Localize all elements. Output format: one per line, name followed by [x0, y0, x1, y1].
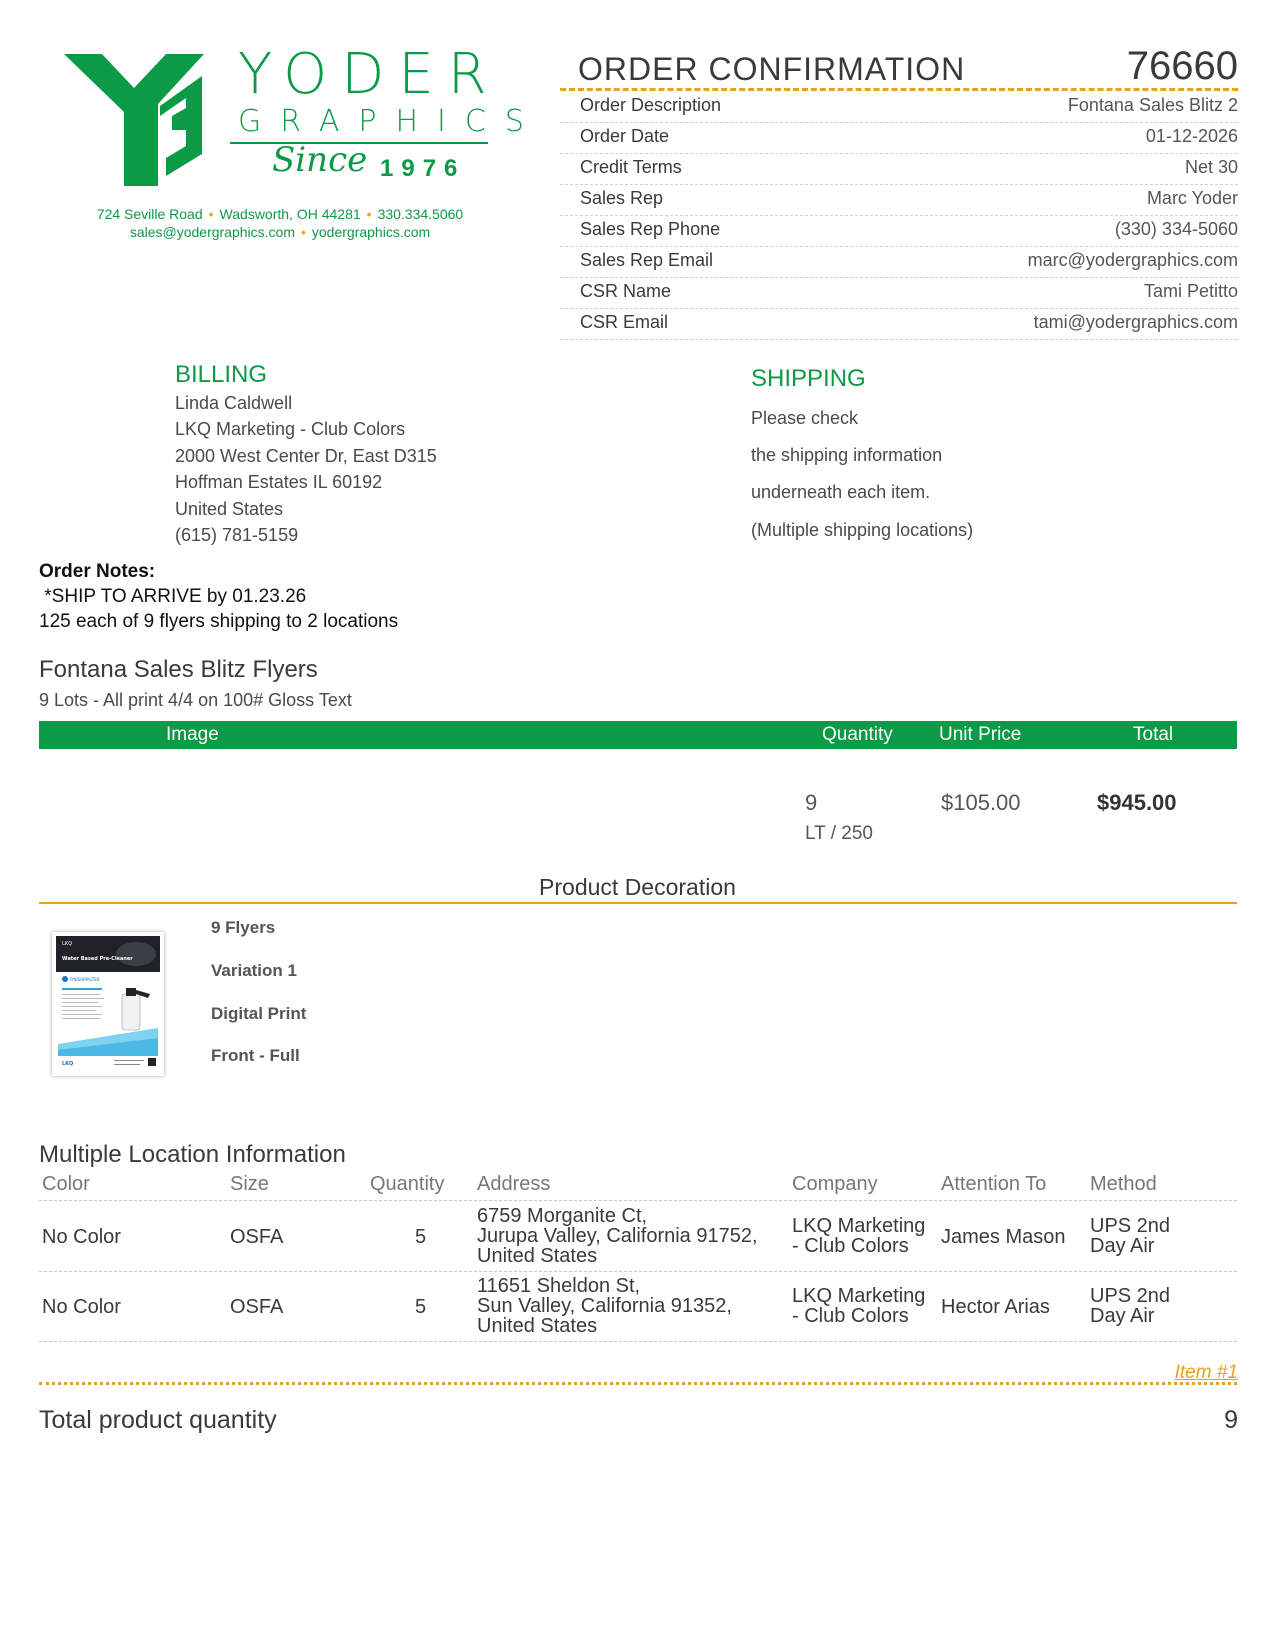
col-header-address: Address — [477, 1173, 551, 1195]
location-attention: James Mason — [941, 1226, 1066, 1248]
multiple-location-title: Multiple Location Information — [39, 1141, 346, 1168]
info-value[interactable]: tami@yodergraphics.com — [1033, 312, 1238, 332]
product-decoration-title: Product Decoration — [539, 874, 736, 900]
location-method-line: UPS 2nd — [1090, 1215, 1171, 1237]
col-header-size: Size — [230, 1173, 269, 1195]
product-thumbnail[interactable] — [52, 932, 164, 1076]
info-label: CSR Email — [580, 312, 669, 332]
product-title: Fontana Sales Blitz Flyers — [39, 656, 318, 683]
col-header-color: Color — [42, 1173, 90, 1195]
col-header-method: Method — [1090, 1173, 1157, 1195]
info-row-credit-terms — [560, 153, 1238, 185]
decoration-divider — [39, 902, 1237, 904]
billing-name: Linda Caldwell — [175, 393, 293, 413]
location-address-line: 6759 Morganite Ct, — [477, 1205, 648, 1227]
company-street: 724 Seville Road — [96, 206, 203, 222]
info-row-csr-email — [560, 308, 1238, 340]
order-note-line: *SHIP TO ARRIVE by 01.23.26 — [39, 586, 307, 607]
col-header-quantity: Quantity — [370, 1173, 445, 1195]
order-note-line: 125 each of 9 flyers shipping to 2 locations — [39, 611, 399, 632]
shipping-note-line: Please check — [751, 408, 859, 428]
billing-title: BILLING — [175, 361, 268, 388]
decoration-location: Front - Full — [211, 1046, 300, 1065]
flyer-footer-brand: LKQ — [62, 1061, 74, 1067]
info-value: Tami Petitto — [1143, 281, 1238, 301]
product-subtitle: 9 Lots - All print 4/4 on 100# Gloss Text — [39, 690, 352, 710]
flyer-headline-text: Water Based Pre-Cleaner — [62, 956, 133, 962]
location-company-line: LKQ Marketing — [792, 1285, 926, 1307]
yoder-logo-mark — [62, 46, 212, 196]
logo-since: Since — [272, 140, 368, 180]
header-image: Image — [166, 724, 219, 745]
col-header-attention: Attention To — [941, 1173, 1047, 1195]
billing-city: Hoffman Estates IL 60192 — [175, 472, 383, 492]
info-row-sales-rep-email — [560, 246, 1238, 278]
header-total: Total — [1133, 724, 1174, 745]
info-value: Fontana Sales Blitz 2 — [1067, 95, 1238, 115]
company-email[interactable]: sales@yodergraphics.com — [129, 224, 295, 240]
company-contact-line: sales@yodergraphics.com • yodergraphics.com — [129, 224, 431, 240]
billing-country: United States — [175, 499, 284, 519]
item-number-link[interactable]: Item #1 — [1174, 1362, 1238, 1383]
header-quantity: Quantity — [822, 724, 893, 745]
total-quantity-label: Total product quantity — [39, 1406, 277, 1434]
info-value: (330) 334-5060 — [1114, 219, 1238, 239]
info-value[interactable]: marc@yodergraphics.com — [1027, 250, 1238, 270]
table-divider — [39, 1341, 1237, 1342]
info-label: Order Date — [580, 126, 670, 146]
location-attention: Hector Arias — [941, 1296, 1050, 1318]
company-phone: 330.334.5060 — [377, 206, 464, 222]
info-label: Sales Rep — [580, 188, 664, 208]
product-unit-price: $105.00 — [941, 790, 1021, 815]
info-row-sales-rep — [560, 184, 1238, 216]
info-row-order-description — [560, 91, 1238, 123]
location-quantity: 5 — [415, 1226, 427, 1248]
company-city: Wadsworth, OH 44281 — [219, 206, 361, 222]
shipping-note-line: underneath each item. — [751, 482, 931, 502]
location-method-line: Day Air — [1090, 1235, 1155, 1257]
location-method-line: Day Air — [1090, 1305, 1155, 1327]
info-value: 01-12-2026 — [1145, 126, 1238, 146]
decoration-variation: Variation 1 — [211, 961, 297, 980]
table-divider — [39, 1200, 1237, 1201]
location-method-line: UPS 2nd — [1090, 1285, 1171, 1307]
location-size: OSFA — [230, 1226, 284, 1248]
info-row-sales-rep-phone — [560, 215, 1238, 247]
decoration-method: Digital Print — [211, 1004, 307, 1023]
decoration-quantity: 9 Flyers — [211, 918, 276, 937]
billing-street: 2000 West Center Dr, East D315 — [175, 446, 437, 466]
product-total: $945.00 — [1097, 790, 1177, 815]
info-label: CSR Name — [580, 281, 672, 301]
location-address-line: Jurupa Valley, California 91752, — [477, 1225, 758, 1247]
info-label: Sales Rep Email — [580, 250, 714, 270]
info-value: Net 30 — [1184, 157, 1238, 177]
logo-wordmark-graphics: GRAPHICS — [238, 104, 543, 139]
location-color: No Color — [42, 1226, 121, 1248]
billing-company: LKQ Marketing - Club Colors — [175, 419, 406, 439]
total-quantity-value: 9 — [1224, 1406, 1238, 1434]
order-notes-label: Order Notes: — [39, 561, 156, 582]
shipping-note-line: the shipping information — [751, 445, 943, 465]
order-confirmation-title: ORDER CONFIRMATION — [578, 51, 966, 87]
logo-wordmark-yoder: YODER — [238, 42, 501, 107]
location-company-line: LKQ Marketing — [792, 1215, 926, 1237]
location-address-line: United States — [477, 1315, 598, 1337]
info-row-order-date — [560, 122, 1238, 154]
location-address-line: 11651 Sheldon St, — [477, 1275, 641, 1297]
flyer-product-brand: FINISHMASTER — [70, 977, 100, 982]
product-quantity-unit: LT / 250 — [805, 823, 873, 844]
header-unit-price: Unit Price — [939, 724, 1022, 745]
info-row-csr-name — [560, 277, 1238, 309]
location-company-line: - Club Colors — [792, 1305, 909, 1327]
location-size: OSFA — [230, 1296, 284, 1318]
table-divider — [39, 1271, 1237, 1272]
col-header-company: Company — [792, 1173, 878, 1195]
company-website[interactable]: yodergraphics.com — [311, 224, 431, 240]
shipping-note-line: (Multiple shipping locations) — [751, 520, 974, 540]
item-divider — [39, 1382, 1237, 1385]
info-value: Marc Yoder — [1146, 188, 1238, 208]
flyer-preview-image — [52, 932, 164, 1076]
flyer-brand-text: LKQ — [62, 941, 72, 947]
billing-phone: (615) 781-5159 — [175, 525, 299, 545]
location-color: No Color — [42, 1296, 121, 1318]
logo-year: 1976 — [380, 155, 466, 182]
location-company-line: - Club Colors — [792, 1235, 909, 1257]
order-number: 76660 — [1126, 44, 1238, 88]
info-label: Sales Rep Phone — [580, 219, 721, 239]
info-label: Credit Terms — [580, 157, 682, 177]
product-quantity: 9 — [805, 790, 818, 815]
info-label: Order Description — [580, 95, 722, 115]
location-address-line: Sun Valley, California 91352, — [477, 1295, 732, 1317]
location-quantity: 5 — [415, 1296, 427, 1318]
product-table-header — [39, 721, 1237, 749]
company-address-line: 724 Seville Road • Wadsworth, OH 44281 • 330.334.5060 — [96, 206, 464, 222]
shipping-title: SHIPPING — [751, 365, 866, 392]
location-address-line: United States — [477, 1245, 598, 1267]
